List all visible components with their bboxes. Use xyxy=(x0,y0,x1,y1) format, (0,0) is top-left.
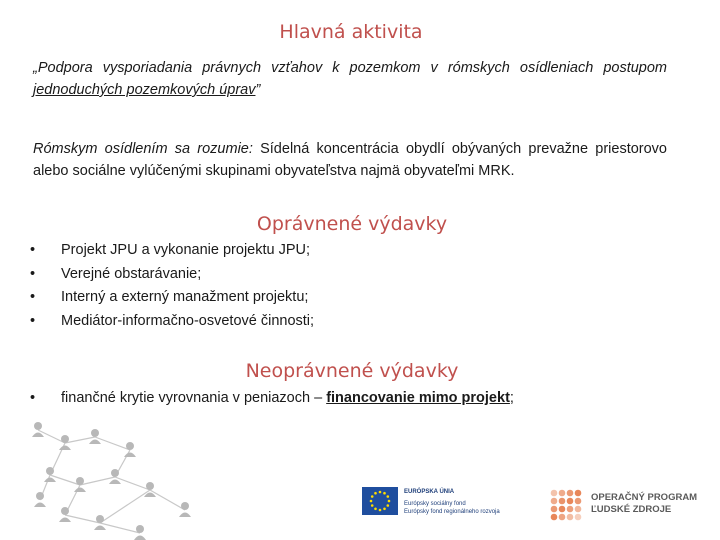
main-activity-text xyxy=(33,57,667,101)
list-item xyxy=(30,387,690,411)
ineligible-list xyxy=(30,387,690,411)
op-line1: OPERAČNÝ PROGRAM xyxy=(591,492,698,503)
eu-title: EURÓPSKA ÚNIA xyxy=(404,489,455,495)
people-network-icon xyxy=(20,415,220,540)
eligible-heading: Oprávnené výdavky xyxy=(256,213,448,235)
eu-line-erdf: Európsky fond regionálneho rozvoja xyxy=(404,509,500,515)
op-logo-text xyxy=(591,492,697,516)
main-activity-heading: Hlavná aktivita xyxy=(279,21,423,43)
definition-term: Rómskym osídlením sa rozumie: xyxy=(33,141,253,157)
list-item: • Interný a externý manažment projektu; xyxy=(30,286,690,310)
ineligible-item-prefix: finančné krytie vyrovnania v peniazoch – xyxy=(61,390,327,406)
eu-logo-text xyxy=(404,488,500,516)
eu-line-esf: Európsky sociálny fond xyxy=(404,501,466,507)
main-activity-quote-end: ” xyxy=(255,82,261,98)
main-activity-underlined: jednoduchých pozemkových úprav xyxy=(33,82,256,98)
definition-paragraph xyxy=(33,138,667,182)
definition-text: Sídelná koncentrácia obydlí obývaných prevažne priestorovo alebo sociálne vylúčenými skupinami obyvateľstva najmä obyvateľmi MRK. xyxy=(33,141,667,179)
op-line2: ĽUDSKÉ ZDROJE xyxy=(591,504,672,515)
ineligible-heading: Neoprávnené výdavky xyxy=(245,360,459,382)
ineligible-item-suffix: ; xyxy=(509,390,514,406)
list-item: • Verejné obstarávanie; xyxy=(30,263,690,287)
eligible-list xyxy=(30,239,690,333)
list-item: • Projekt JPU a vykonanie projektu JPU; xyxy=(30,239,690,263)
op-dots-icon xyxy=(548,488,584,522)
main-activity-line: „Podpora vysporiadania právnych vzťahov k pozemkom v rómskych osídleniach postupom xyxy=(33,60,667,76)
list-item: • Mediátor-informačno-osvetové činnosti; xyxy=(30,310,690,334)
ineligible-item-underlined: financovanie mimo projekt xyxy=(326,390,510,406)
eu-flag-icon xyxy=(362,487,398,515)
